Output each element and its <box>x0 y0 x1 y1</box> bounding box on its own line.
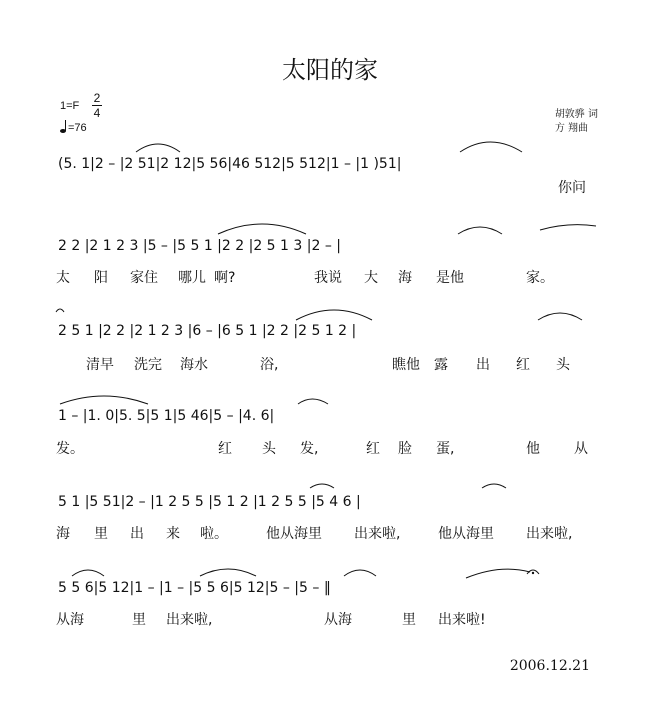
music-line-2: 2 2 |2 1 2 3 |5 – |5 5 1 |2 2 |2 5 1 3 |2 – | <box>58 238 341 254</box>
slur-arc <box>482 484 506 488</box>
lyric-word: 家住 <box>130 270 158 286</box>
date-stamp: 2006.12.21 <box>509 658 590 674</box>
lyric-word: 从海 <box>324 612 352 628</box>
lyric-word: 他从海里 <box>438 526 494 542</box>
lyric-word: 啦。 <box>200 526 228 542</box>
slur-arc <box>458 227 502 234</box>
lyric-word: 红 <box>366 441 380 457</box>
slur-arc <box>310 484 334 488</box>
lyric-word: 发, <box>300 441 319 457</box>
lyric-word: 里 <box>402 612 416 628</box>
lyric-word: 我说 <box>314 270 342 286</box>
lyric-word: 海 <box>398 270 412 286</box>
slur-arc <box>200 569 256 576</box>
composer-credit: 方 翔曲 <box>554 123 588 134</box>
lyric-word: 他 <box>526 441 540 457</box>
lyric-word: 阳 <box>94 270 108 286</box>
slur-arc <box>540 225 596 230</box>
lyrics-line-6 <box>56 611 486 628</box>
lyric-word: 大 <box>364 270 378 286</box>
lyric-word: 来 <box>166 526 180 542</box>
tempo-value: =76 <box>68 122 87 134</box>
slur-arc <box>344 570 376 576</box>
time-signature-top: 2 <box>93 91 101 105</box>
lyric-word: 出来啦, <box>354 526 401 542</box>
lyricist-credit: 胡敦骅 词 <box>554 109 598 120</box>
lyric-word: 里 <box>132 612 146 628</box>
lyric-word: 太 <box>56 270 70 286</box>
lyric-word: 家。 <box>526 270 554 286</box>
lyric-word: 你问 <box>558 180 586 196</box>
slur-arc <box>460 142 522 152</box>
music-line-1: (5. 1|2 – |2 51|2 12|5 56|46 512|5 512|1 – |1 )51| <box>58 156 402 172</box>
lyric-word: 浴, <box>260 357 279 373</box>
music-line-4: 1 – |1. 0|5. 5|5 1|5 46|5 – |4. 6| <box>58 408 275 424</box>
lyric-word: 脸 <box>398 441 412 457</box>
slur-arc <box>218 224 306 234</box>
lyric-word: 红 <box>516 357 530 373</box>
lyric-word: 哪儿 <box>178 270 206 286</box>
key-signature: 1=F <box>60 100 80 112</box>
music-line-3: 2 5 1 |2 2 |2 1 2 3 |6 – |6 5 1 |2 2 |2 5 1 2 | <box>58 323 357 339</box>
lyric-word: 出来啦! <box>438 612 486 628</box>
slur-arc <box>298 399 328 404</box>
lyrics-line-3 <box>86 356 571 373</box>
slur-arc <box>538 313 582 320</box>
lyric-word: 从海 <box>56 612 84 628</box>
lyric-word: 洗完 <box>134 357 162 373</box>
lyrics-line-4 <box>56 440 588 457</box>
lyric-word: 海水 <box>180 357 208 373</box>
fermata-dot <box>532 572 534 574</box>
lyric-word: 里 <box>94 526 108 542</box>
lyric-word: 蛋, <box>436 441 455 457</box>
lyric-word: 出来啦, <box>526 526 573 542</box>
slur-arc <box>60 396 148 404</box>
lyric-word: 露 <box>434 357 448 373</box>
slur-arc <box>296 310 372 320</box>
slur-arc <box>72 570 104 576</box>
lyric-word: 啊? <box>214 270 236 286</box>
slur-arc <box>136 144 180 152</box>
lyric-word: 出来啦, <box>166 612 213 628</box>
lyric-word: 出 <box>130 526 144 542</box>
music-line-6: 5 5 6|5 12|1 – |1 – |5 5 6|5 12|5 – |5 – ‖ <box>58 580 331 596</box>
lyric-word: 海 <box>56 526 70 542</box>
lyric-word: 他从海里 <box>266 526 322 542</box>
lyric-word: 从 <box>574 441 588 457</box>
lyric-word: 头 <box>262 441 276 457</box>
music-line-5: 5 1 |5 51|2 – |1 2 5 5 |5 1 2 |1 2 5 5 |5 4 6 | <box>58 494 361 510</box>
lyric-word: 发。 <box>56 441 84 457</box>
time-signature-bottom: 4 <box>93 106 101 120</box>
lyric-word: 是他 <box>436 270 464 286</box>
slur-arc <box>56 309 64 312</box>
lyric-word: 出 <box>476 357 490 373</box>
slur-arc <box>466 569 530 578</box>
lyric-word: 红 <box>218 441 232 457</box>
lyric-word: 瞧他 <box>392 357 420 373</box>
lyrics-line-5 <box>56 525 572 542</box>
lyrics-line-1 <box>558 180 586 196</box>
lyric-word: 清早 <box>86 357 114 373</box>
lyric-word: 头 <box>556 357 570 373</box>
lyrics-line-2 <box>56 269 554 286</box>
song-title: 太阳的家 <box>282 56 378 84</box>
